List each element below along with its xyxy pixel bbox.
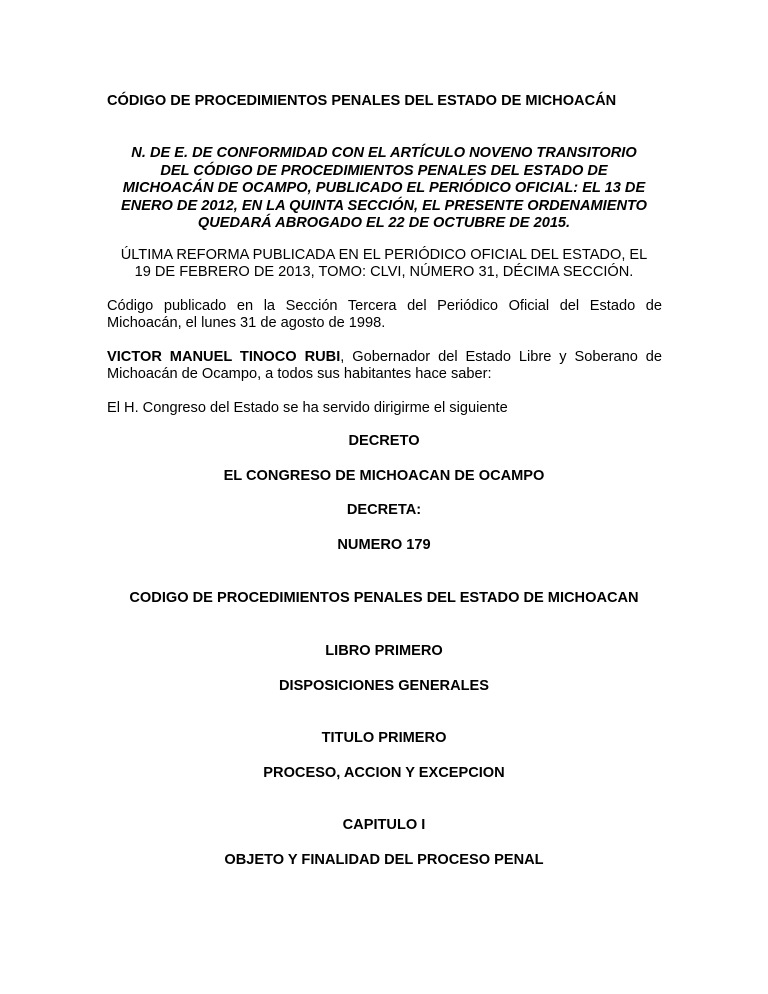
- heading-objeto: OBJETO Y FINALIDAD DEL PROCESO PENAL: [224, 852, 544, 868]
- congress-intro: [107, 400, 662, 417]
- governor-name: VICTOR MANUEL TINOCO RUBI: [107, 349, 341, 365]
- governor-paragraph: [107, 349, 662, 384]
- governor-line-2: Michoacán de Ocampo, a todos sus habitantes hace saber:: [107, 366, 492, 383]
- heading-capitulo: CAPITULO I: [342, 817, 426, 833]
- editor-note-line: ENERO DE 2012, EN LA QUINTA SECCIÓN, EL PRESENTE ORDENAMIENTO: [120, 198, 647, 214]
- congress-intro-text: El H. Congreso del Estado se ha servido dirigirme el siguiente: [107, 400, 508, 416]
- heading-decreta: DECRETA:: [346, 502, 422, 518]
- governor-title: , Gobernador del Estado Libre y Soberano de: [340, 349, 662, 365]
- heading-congreso: EL CONGRESO DE MICHOACAN DE OCAMPO: [223, 468, 545, 484]
- heading-proceso: PROCESO, ACCION Y EXCEPCION: [263, 765, 505, 781]
- last-reform-line: ÚLTIMA REFORMA PUBLICADA EN EL PERIÓDICO OFICIAL DEL ESTADO, EL: [120, 247, 648, 263]
- heading-disposiciones: DISPOSICIONES GENERALES: [278, 678, 490, 694]
- editor-note-line: DEL CÓDIGO DE PROCEDIMIENTOS PENALES DEL ESTADO DE: [160, 163, 608, 179]
- editor-note-line: QUEDARÁ ABROGADO EL 22 DE OCTUBRE DE 2015.: [197, 215, 571, 231]
- editor-note-line: N. DE E. DE CONFORMIDAD CON EL ARTÍCULO NOVENO TRANSITORIO: [131, 145, 637, 161]
- heading-titulo: TITULO PRIMERO: [321, 730, 447, 746]
- heading-libro: LIBRO PRIMERO: [325, 643, 443, 659]
- publication-line: Código publicado en la Sección Tercera del Periódico Oficial del Estado de: [107, 298, 662, 314]
- heading-decreto: DECRETO: [348, 433, 420, 449]
- publication-line: Michoacán, el lunes 31 de agosto de 1998.: [107, 315, 386, 332]
- last-reform-line: 19 DE FEBRERO DE 2013, TOMO: CLVI, NÚMERO 31, DÉCIMA SECCIÓN.: [134, 264, 634, 280]
- heading-numero: NUMERO 179: [337, 537, 431, 553]
- publication-paragraph: [107, 298, 662, 333]
- governor-line: [107, 349, 662, 366]
- editor-note-line: MICHOACÁN DE OCAMPO, PUBLICADO EL PERIÓDICO OFICIAL: EL 13 DE: [122, 180, 646, 196]
- document-title: CÓDIGO DE PROCEDIMIENTOS PENALES DEL ESTADO DE MICHOACÁN: [107, 93, 617, 109]
- heading-codigo: CODIGO DE PROCEDIMIENTOS PENALES DEL ESTADO DE MICHOACAN: [129, 590, 639, 606]
